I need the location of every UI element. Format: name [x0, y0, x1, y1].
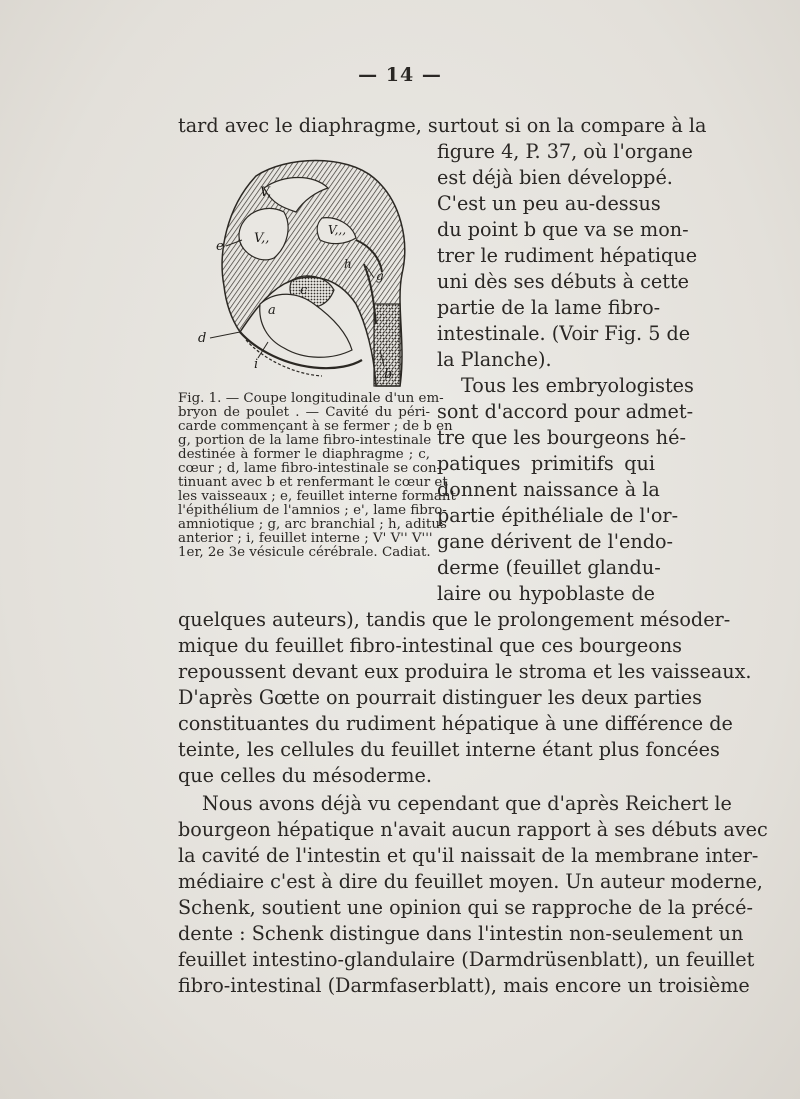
label-v1: V,: [260, 185, 272, 200]
text-line: du point b que va se mon-: [437, 218, 689, 241]
label-b: b: [384, 367, 393, 382]
label-d: d: [198, 331, 207, 346]
label-c: c: [300, 283, 308, 298]
text-line: partie de la lame fibro-: [437, 296, 661, 319]
text-line: teinte, les cellules du feuillet interne étant plus foncées: [178, 738, 720, 761]
text-line: tard avec le diaphragme, surtout si on la compare à la: [178, 114, 707, 137]
caption-line: anterior ; i, feuillet interne ; V' V'' V''': [178, 531, 433, 546]
text-line: que celles du mésoderme.: [178, 764, 432, 787]
caption-line: 1er, 2e 3e vésicule cérébrale. Cadiat.: [178, 545, 431, 560]
text-line: laire ou hypoblaste de: [437, 582, 655, 605]
caption-line: les vaisseaux ; e, feuillet interne formant: [178, 489, 456, 504]
text-line: fibro-intestinal (Darmfaserblatt), mais encore un troisième: [178, 974, 750, 997]
text-line: figure 4, P. 37, où l'organe: [437, 140, 693, 163]
caption-line: Fig. 1. — Coupe longitudinale d'un em-: [178, 391, 444, 406]
text-line: tre que les bourgeons hé-: [437, 426, 686, 449]
label-v3: V,,,: [328, 223, 347, 237]
text-line: C'est un peu au-dessus: [437, 192, 661, 215]
text-line: la Planche).: [437, 348, 552, 371]
caption-line: amniotique ; g, arc branchial ; h, aditus: [178, 517, 447, 532]
text-line: gane dérivent de l'endo-: [437, 530, 674, 553]
label-g: g: [376, 269, 384, 283]
text-line: trer le rudiment hépatique: [437, 244, 698, 267]
text-line: repoussent devant eux produira le stroma et les vaisseaux.: [178, 660, 752, 683]
text-line: dente : Schenk distingue dans l'intestin non-seulement un: [178, 922, 744, 945]
text-line: quelques auteurs), tandis que le prolongement mésoder-: [178, 608, 731, 631]
label-e: e: [216, 239, 224, 254]
text-line: mique du feuillet fibro-intestinal que ces bourgeons: [178, 634, 683, 657]
text-line: derme (feuillet glandu-: [437, 556, 661, 579]
text-line: D'après Gœtte on pourrait distinguer les deux parties: [178, 686, 702, 709]
text-line: donnent naissance à la: [437, 478, 660, 501]
label-a: a: [268, 303, 276, 318]
text-line: uni dès ses débuts à cette: [437, 270, 690, 293]
embryo-section-figure: [196, 154, 430, 390]
text-line: patiques primitifs qui: [437, 452, 655, 475]
caption-line: destinée à former le diaphragme ; c,: [178, 447, 430, 462]
text-line: la cavité de l'intestin et qu'il naissait de la membrane inter-: [178, 844, 759, 867]
caption-line: bryon de poulet . — Cavité du péri-: [178, 405, 430, 420]
caption-line: tinuant avec b et renfermant le cœur et: [178, 475, 448, 490]
text-line: Schenk, soutient une opinion qui se rapproche de la précé-: [178, 896, 753, 919]
text-line: est déjà bien développé.: [437, 166, 673, 189]
caption-line: cœur ; d, lame fibro-intestinale se con-: [178, 461, 442, 476]
text-line: constituantes du rudiment hépatique à une différence de: [178, 712, 733, 735]
text-line: bourgeon hépatique n'avait aucun rapport à ses débuts avec: [178, 818, 768, 841]
text-line: Tous les embryologistes: [461, 374, 694, 397]
page-number: — 14 —: [358, 64, 442, 86]
text-line: intestinale. (Voir Fig. 5 de: [437, 322, 691, 345]
text-line: partie épithéliale de l'or-: [437, 504, 679, 527]
label-i: i: [254, 357, 259, 372]
text-line: sont d'accord pour admet-: [437, 400, 694, 423]
label-h: h: [344, 257, 352, 271]
text-line: feuillet intestino-glandulaire (Darmdrüsenblatt), un feuillet: [178, 948, 755, 971]
label-v2: V,,: [254, 231, 270, 246]
caption-line: g, portion de la lame fibro-intestinale: [178, 433, 432, 448]
caption-line: l'épithélium de l'amnios ; e', lame fibro-: [178, 503, 447, 518]
text-line: Nous avons déjà vu cependant que d'après Reichert le: [202, 792, 732, 815]
caption-line: carde commençant à se fermer ; de b en: [178, 419, 453, 434]
text-line: médiaire c'est à dire du feuillet moyen. Un auteur moderne,: [178, 870, 763, 893]
